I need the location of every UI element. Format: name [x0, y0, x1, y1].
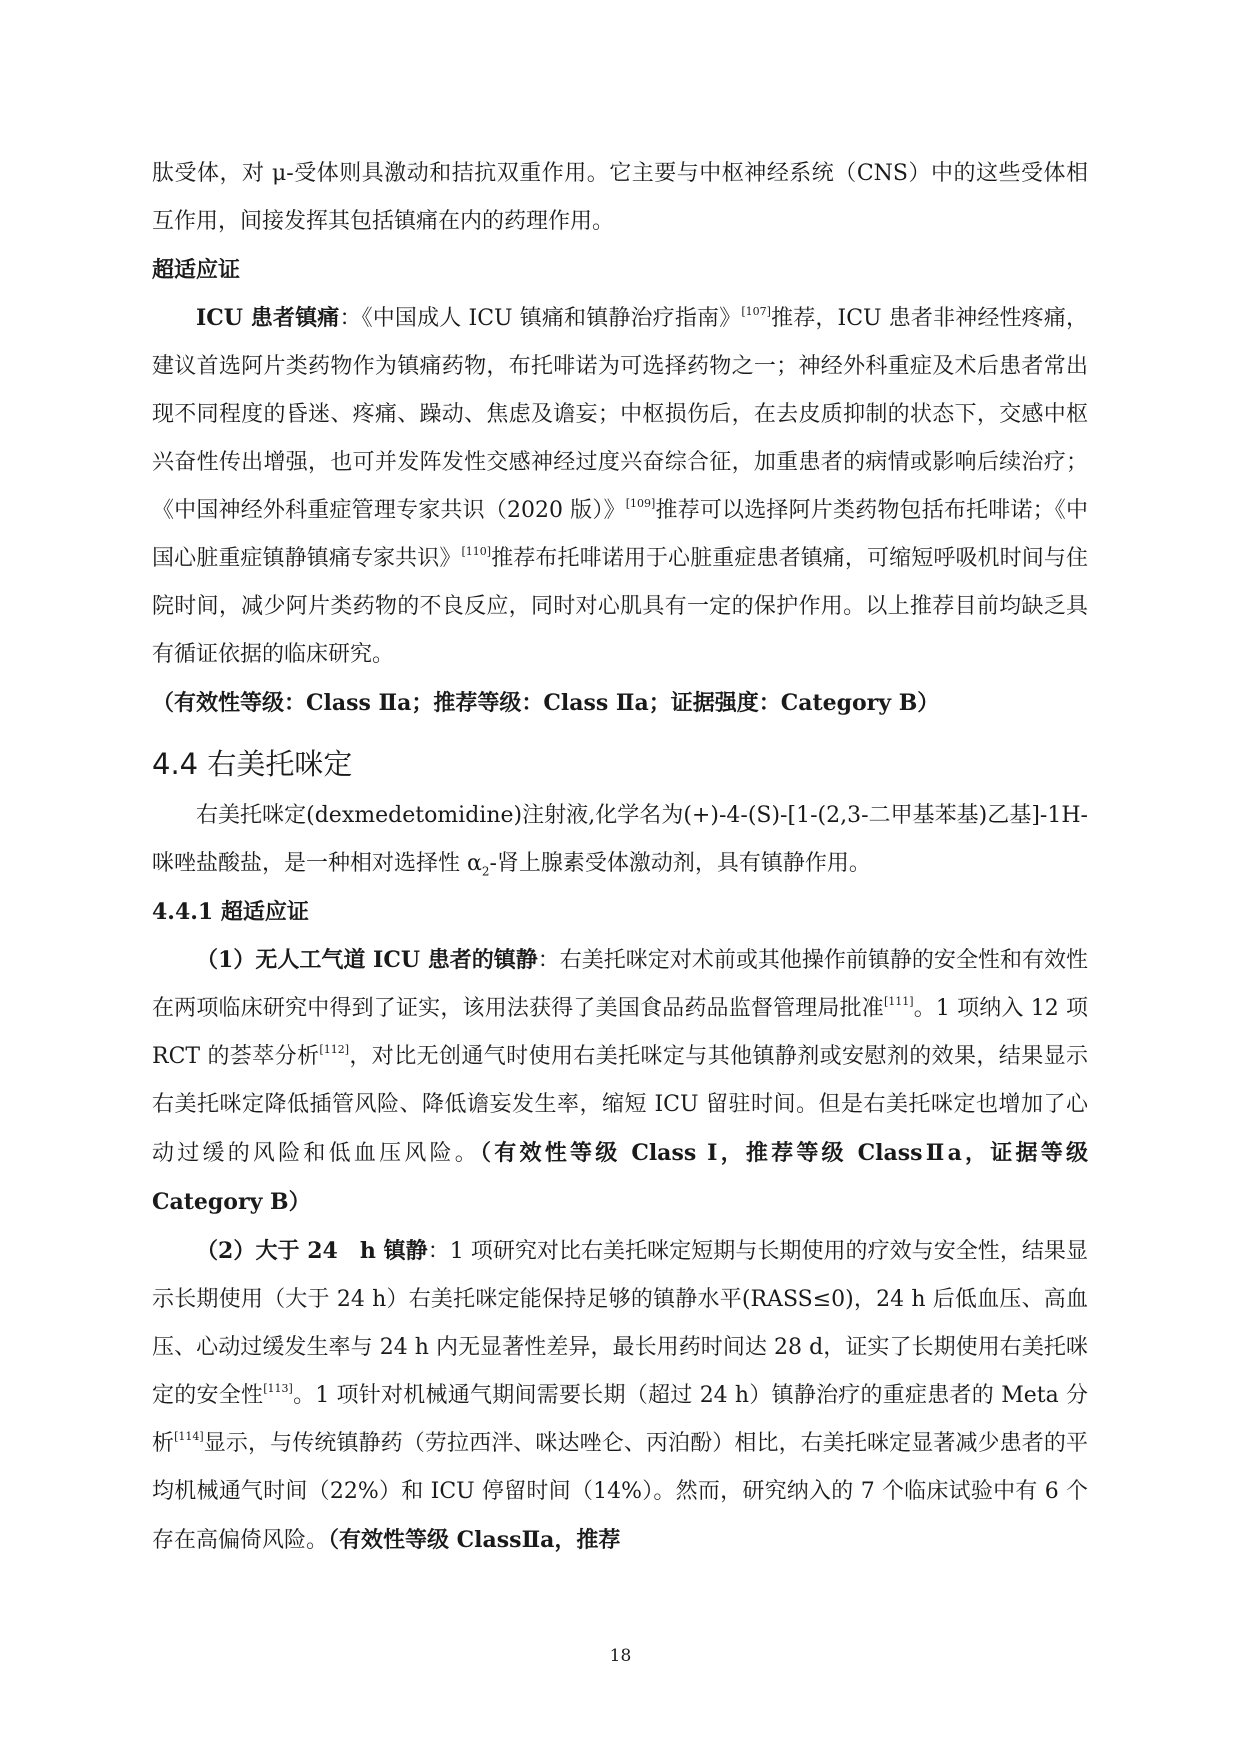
- paragraph-item-1: [152, 936, 1088, 1227]
- item-1-text-2: 。1 项纳入 12 项 RCT 的荟萃分析: [152, 996, 1088, 1069]
- page-body: [152, 150, 1088, 1565]
- citation-109: [109]: [625, 497, 656, 510]
- intro-text-1: 右美托咪定(dexmedetomidine)注射液,化学名为(+)-4-(S)-[1-(2,3-二甲基苯基)乙基]-1H-咪唑盐酸盐，是一种相对选择性 α: [152, 803, 1088, 876]
- item-2-label: （2）大于 24 h 镇静: [196, 1238, 428, 1264]
- citation-114: [114]: [174, 1430, 204, 1443]
- item-1-text-1: ：右美托咪定对术前或其他操作前镇静的安全性和有效性在两项临床研究中得到了证实，该用法获得了美国食品药品监督管理局批准: [152, 948, 1088, 1021]
- paragraph-icu-analgesia: [152, 294, 1088, 728]
- citation-111: [111]: [883, 995, 914, 1008]
- item-2-text-2: 。1 项针对机械通气期间需要长期（超过 24 h）镇静治疗的重症患者的 Meta 分析: [152, 1383, 1088, 1456]
- citation-113: [113]: [263, 1382, 293, 1395]
- item-2-text-1: ：1 项研究对比右美托咪定短期与长期使用的疗效与安全性，结果显示长期使用（大于 24 h）右美托咪定能保持足够的镇静水平(RASS≤0)，24 h 后低血压、高血压、心动过缓发生率与 24 h 内无显著性差异，最长用药时间达 28 d，证实了长期使用右美托咪定的安全性: [152, 1239, 1088, 1408]
- section-title-dexmedetomidine: 4.4 右美托咪定: [152, 747, 353, 781]
- icu-text-4: 推荐布托啡诺用于心脏重症患者镇痛，可缩短呼吸机时间与住院时间，减少阿片类药物的不良反应，同时对心肌具有一定的保护作用。以上推荐目前均缺乏具有循证依据的临床研究。: [152, 546, 1088, 667]
- item-1-text-3: ，对比无创通气时使用右美托咪定与其他镇静剂或安慰剂的效果，结果显示右美托咪定降低插管风险、降低谵妄发生率，缩短 ICU 留驻时间。但是右美托咪定也增加了心动过缓的风险和低血压风险。: [152, 1044, 1088, 1166]
- paragraph-item-2: [152, 1227, 1088, 1565]
- icu-text-3: 推荐可以选择阿片类药物包括布托啡诺；《中国心脏重症镇静镇痛专家共识》: [152, 498, 1088, 571]
- page-number: 18: [609, 1646, 632, 1666]
- citation-110: [110]: [461, 545, 492, 558]
- subsection-title-off-label: 4.4.1 超适应证: [152, 899, 309, 925]
- icu-evidence-grade: （有效性等级：Class Ⅱa；推荐等级：Class Ⅱa；证据强度：Category B）: [152, 690, 940, 716]
- paragraph-dexmedetomidine-intro: [152, 792, 1088, 888]
- icu-text-2: 推荐，ICU 患者非神经性疼痛，建议首选阿片类药物作为镇痛药物，布托啡诺为可选择药物之一；神经外科重症及术后患者常出现不同程度的昏迷、疼痛、躁动、焦虑及谵妄；中枢损伤后，在去皮质抑制的状态下，交感中枢兴奋性传出增强，也可并发阵发性交感神经过度兴奋综合征，加重患者的病情或影响后续治疗；《中国神经外科重症管理专家共识（2020 版）》: [152, 306, 1088, 523]
- intro-text-2: -肾上腺素受体激动剂，具有镇静作用。: [489, 851, 871, 876]
- item-1-evidence-grade: （有效性等级 Class I，推荐等级 ClassⅡa，证据等级 Category B）: [152, 1140, 1088, 1215]
- item-2-evidence-grade: （有效性等级 ClassⅡa，推荐: [328, 1527, 621, 1553]
- paragraph-opioid-receptor: 肽受体，对 μ-受体则具激动和拮抗双重作用。它主要与中枢神经系统（CNS）中的这些受体相互作用，间接发挥其包括镇痛在内的药理作用。: [152, 161, 1088, 234]
- item-2-text-3: 显示，与传统镇静药（劳拉西泮、咪达唑仑、丙泊酚）相比，右美托咪定显著减少患者的平均机械通气时间（22%）和 ICU 停留时间（14%）。然而，研究纳入的 7 个临床试验中有 6 个存在高偏倚风险。: [152, 1431, 1088, 1553]
- icu-text-1: ：《中国成人 ICU 镇痛和镇静治疗指南》: [339, 306, 742, 331]
- item-1-label: （1）无人工气道 ICU 患者的镇静: [196, 947, 538, 973]
- heading-off-label: 超适应证: [152, 257, 241, 283]
- citation-107: [107]: [741, 305, 771, 318]
- icu-analgesia-label: ICU 患者镇痛: [196, 305, 340, 331]
- citation-112: [112]: [319, 1043, 350, 1056]
- alpha-subscript: 2: [481, 864, 490, 879]
